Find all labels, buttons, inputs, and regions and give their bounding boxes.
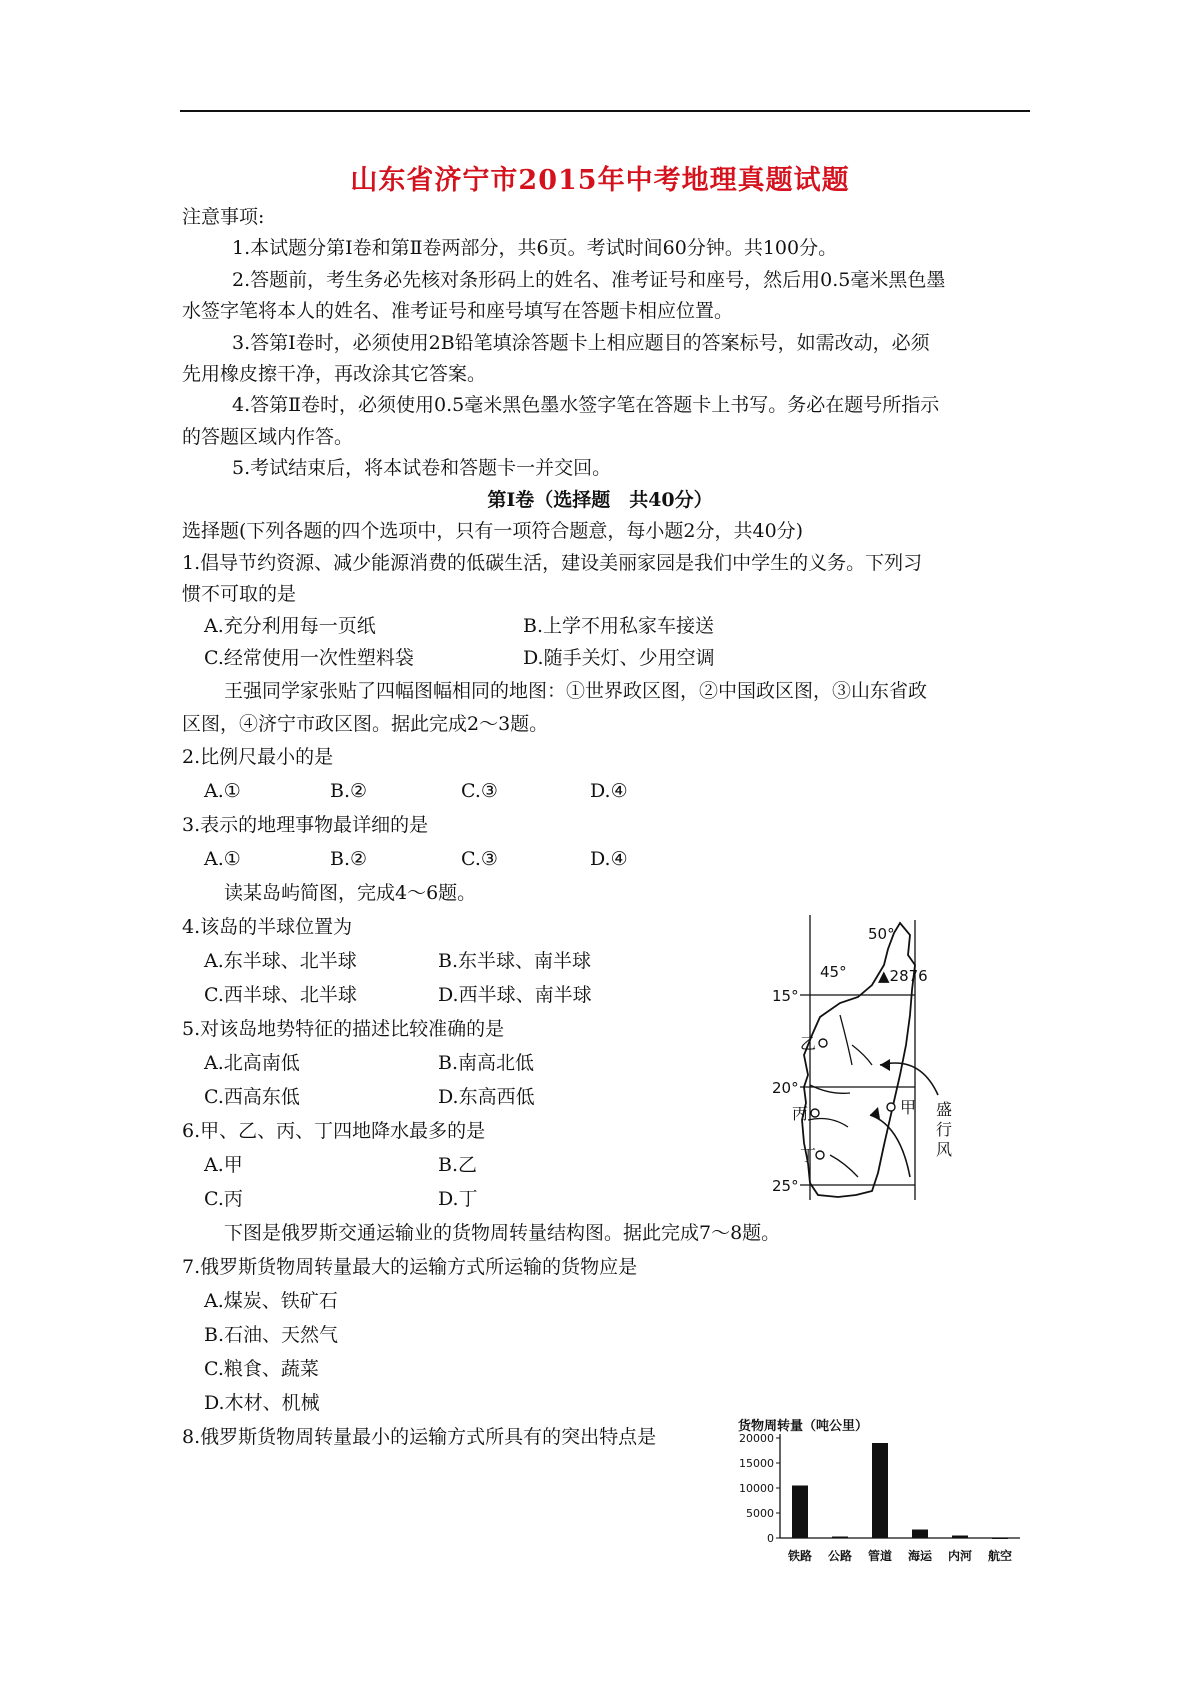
point-jia <box>887 1103 895 1111</box>
chart-y-ticks <box>739 1432 780 1545</box>
river <box>830 1155 858 1177</box>
river <box>810 1085 850 1093</box>
wind-arrow-head <box>880 1059 890 1071</box>
q4-option-d: D.西半球、南半球 <box>438 984 592 1006</box>
q1-option-c: C.经常使用一次性塑料袋 <box>204 647 414 669</box>
q3-option-d: D.④ <box>590 848 628 870</box>
chart-title: 货物周转量（吨公里） <box>738 1419 869 1434</box>
label-lat-15: 15° <box>772 987 799 1005</box>
notice-item: 4.答第Ⅱ卷时，必须使用0.5毫米黑色墨水签字笔在答题卡上书写。务必在题号所指示 <box>232 394 940 416</box>
chart-bar <box>872 1443 888 1538</box>
q5-option-c: C.西高东低 <box>204 1086 300 1108</box>
chart-y-tick-label: 5000 <box>746 1507 774 1520</box>
q4-option-c: C.西半球、北半球 <box>204 984 357 1006</box>
q7-option-b: B.石油、天然气 <box>204 1324 339 1346</box>
chart-axes <box>780 1434 1020 1538</box>
q7-option-d: D.木材、机械 <box>204 1392 320 1414</box>
label-lon-45: 45° <box>820 963 847 981</box>
section-instruction: 选择题(下列各题的四个选项中，只有一项符合题意，每小题2分，共40分) <box>182 520 804 542</box>
point-ding <box>816 1151 824 1159</box>
q1-option-a: A.充分利用每一页纸 <box>204 615 376 637</box>
point-bing <box>811 1109 819 1117</box>
chart-y-tick-label: 10000 <box>739 1482 774 1495</box>
chart-bar <box>992 1538 1008 1540</box>
q7-stem: 7.俄罗斯货物周转量最大的运输方式所运输的货物应是 <box>182 1256 638 1278</box>
q4-option-b: B.东半球、南半球 <box>438 950 592 972</box>
notice-item: 的答题区域内作答。 <box>182 426 354 448</box>
chart-bar <box>792 1486 808 1539</box>
chart-x-label: 公路 <box>827 1549 853 1563</box>
q1-stem: 1.倡导节约资源、减少能源消费的低碳生活，建设美丽家园是我们中学生的义务。下列习 <box>182 552 923 574</box>
river <box>840 1015 872 1065</box>
island-map <box>760 915 960 1205</box>
label-wind: 盛 <box>936 1100 953 1119</box>
q5-option-d: D.东高西低 <box>438 1086 535 1108</box>
q7-option-a: A.煤炭、铁矿石 <box>204 1290 338 1312</box>
q5-option-b: B.南高北低 <box>438 1052 535 1074</box>
notice-item: 1.本试题分第Ⅰ卷和第Ⅱ卷两部分，共6页。考试时间60分钟。共100分。 <box>232 237 838 259</box>
label-bing: 丙 <box>792 1104 809 1123</box>
notice-item: 5.考试结束后，将本试卷和答题卡一并交回。 <box>232 457 612 479</box>
q2-option-d: D.④ <box>590 780 628 802</box>
label-lon-50: 50° <box>868 925 895 943</box>
point-yi <box>819 1039 827 1047</box>
chart-bar <box>832 1537 848 1539</box>
q5-option-a: A.北高南低 <box>204 1052 300 1074</box>
notice-item: 2.答题前，考生务必先核对条形码上的姓名、准考证号和座号，然后用0.5毫米黑色墨 <box>232 269 946 291</box>
q6-option-b: B.乙 <box>438 1154 478 1176</box>
chart-x-label: 管道 <box>867 1549 893 1563</box>
q2-option-a: A.① <box>204 780 241 802</box>
q6-option-c: C.丙 <box>204 1188 243 1210</box>
q8-stem: 8.俄罗斯货物周转量最小的运输方式所具有的突出特点是 <box>182 1426 657 1448</box>
label-peak: ▲2876 <box>878 967 928 985</box>
chart-bar <box>912 1530 928 1539</box>
q1-option-b: B.上学不用私家车接送 <box>523 615 715 637</box>
notice-item: 3.答第Ⅰ卷时，必须使用2B铅笔填涂答题卡上相应题目的答案标号，如需改动，必须 <box>232 332 930 354</box>
q3-stem: 3.表示的地理事物最详细的是 <box>182 814 429 836</box>
q1-option-d: D.随手关灯、少用空调 <box>523 647 715 669</box>
notice-heading: 注意事项: <box>182 206 265 228</box>
chart-x-label: 内河 <box>947 1549 973 1563</box>
wind-arrow-path <box>870 1115 910 1177</box>
chart-x-label: 铁路 <box>787 1549 813 1563</box>
freight-turnover-chart <box>720 1410 1040 1600</box>
chart-y-tick-label: 20000 <box>739 1432 774 1445</box>
chart-x-label: 海运 <box>907 1549 933 1563</box>
chart-y-tick-label: 15000 <box>739 1457 774 1470</box>
q6-option-d: D.丁 <box>438 1188 478 1210</box>
label-lat-20: 20° <box>772 1079 799 1097</box>
q6-stem: 6.甲、乙、丙、丁四地降水最多的是 <box>182 1120 486 1142</box>
q5-stem: 5.对该岛地势特征的描述比较准确的是 <box>182 1018 505 1040</box>
label-yi: 乙 <box>800 1034 817 1053</box>
q2-option-c: C.③ <box>461 780 498 802</box>
label-ding: 丁 <box>800 1146 817 1165</box>
intro-2-3: 王强同学家张贴了四幅图幅相同的地图：①世界政区图，②中国政区图，③山东省政 <box>224 680 928 702</box>
intro-4-6: 读某岛屿简图，完成4～6题。 <box>224 882 477 904</box>
header-rule <box>180 110 1030 112</box>
notice-item: 水签字笔将本人的姓名、准考证号和座号填写在答题卡相应位置。 <box>182 300 734 322</box>
q1-stem: 惯不可取的是 <box>182 583 297 605</box>
section-heading: 第Ⅰ卷（选择题 共40分） <box>487 489 713 511</box>
chart-bars <box>792 1443 1008 1539</box>
q2-stem: 2.比例尺最小的是 <box>182 746 334 768</box>
chart-bar <box>952 1536 968 1539</box>
chart-x-labels <box>787 1548 1012 1563</box>
q2-option-b: B.② <box>330 780 368 802</box>
q4-stem: 4.该岛的半球位置为 <box>182 916 353 938</box>
q4-option-a: A.东半球、北半球 <box>204 950 357 972</box>
q3-option-a: A.① <box>204 848 241 870</box>
q7-option-c: C.粮食、蔬菜 <box>204 1358 319 1380</box>
label-jia: 甲 <box>900 1098 917 1117</box>
notice-item: 先用橡皮擦干净，再改涂其它答案。 <box>182 363 487 385</box>
label-wind: 风 <box>936 1140 953 1159</box>
label-lat-25: 25° <box>772 1177 799 1195</box>
page-title: 山东省济宁市2015年中考地理真题试题 <box>350 165 850 196</box>
river <box>808 1119 848 1127</box>
q3-option-b: B.② <box>330 848 368 870</box>
intro-2-3: 区图，④济宁市政区图。据此完成2～3题。 <box>182 713 549 735</box>
chart-y-tick-label: 0 <box>767 1532 774 1545</box>
label-wind: 行 <box>936 1120 953 1139</box>
chart-x-label: 航空 <box>987 1549 1013 1563</box>
q3-option-c: C.③ <box>461 848 498 870</box>
q6-option-a: A.甲 <box>204 1154 243 1176</box>
intro-7-8: 下图是俄罗斯交通运输业的货物周转量结构图。据此完成7～8题。 <box>224 1222 781 1244</box>
